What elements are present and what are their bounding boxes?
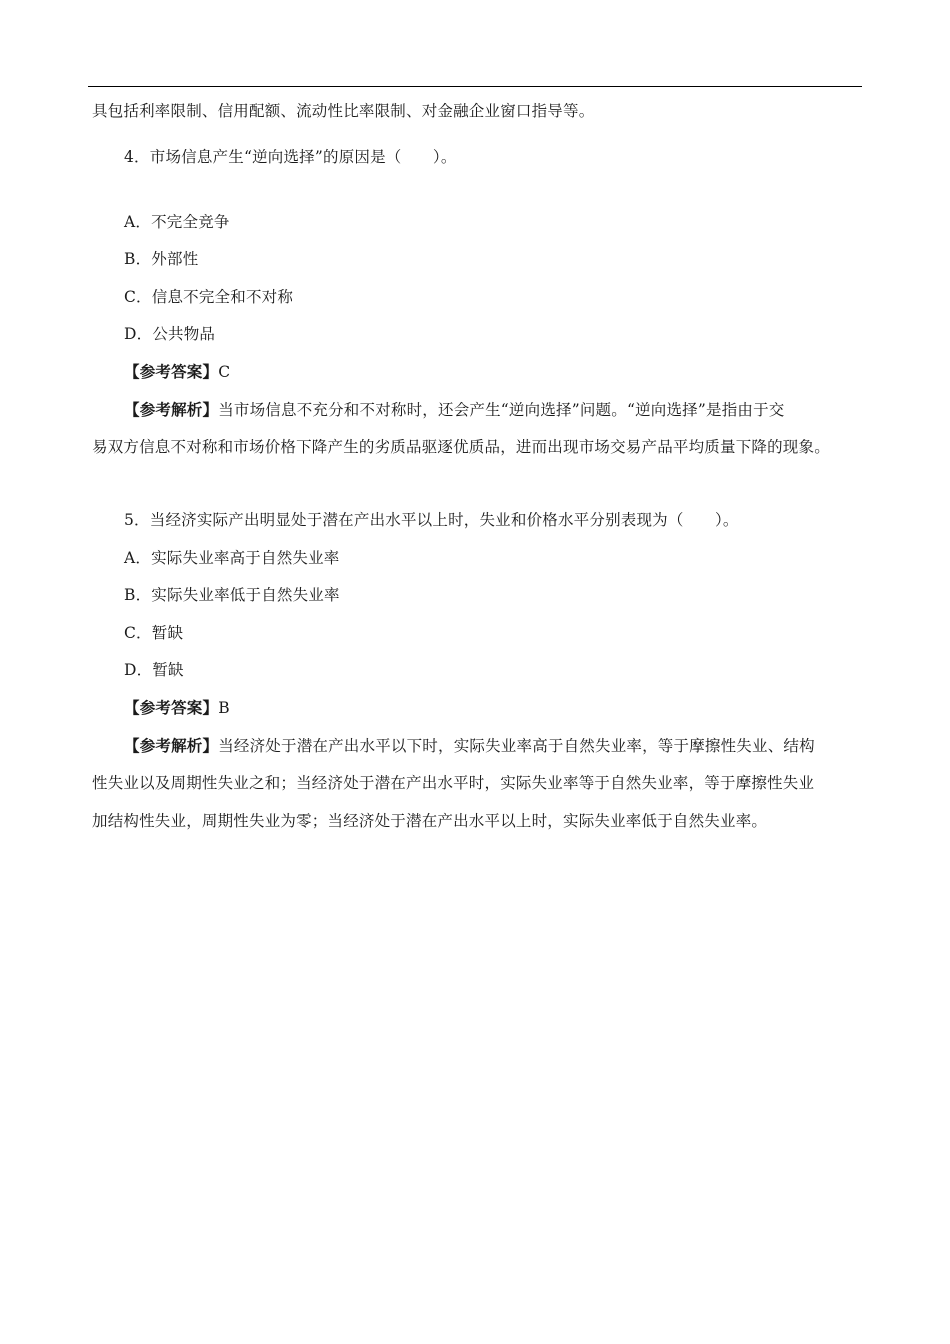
question-5-analysis-line-3: 加结构性失业，周期性失业为零；当经济处于潜在产出水平以上时，实际失业率低于自然失业率。 [92, 812, 768, 830]
question-5-option-d: D．暂缺 [124, 661, 184, 679]
question-5-analysis-line-2: 性失业以及周期性失业之和；当经济处于潜在产出水平时，实际失业率等于自然失业率，等于摩擦性失业 [92, 774, 815, 792]
question-5-option-b: B．实际失业率低于自然失业率 [124, 586, 340, 604]
question-5-stem: 5．当经济实际产出明显处于潜在产出水平以上时，失业和价格水平分别表现为（ ）。 [124, 511, 739, 529]
question-5-option-c: C．暂缺 [124, 624, 184, 642]
question-4-option-c: C．信息不完全和不对称 [124, 288, 294, 306]
question-5-option-a: A．实际失业率高于自然失业率 [124, 549, 340, 567]
question-4-analysis-line-1 [124, 400, 785, 420]
question-4-option-a: A．不完全竞争 [124, 213, 230, 231]
question-5-answer [124, 698, 230, 718]
header-rule [88, 86, 862, 87]
analysis-label: 【参考解析】 [124, 400, 219, 419]
answer-value: B [218, 699, 230, 717]
analysis-label: 【参考解析】 [124, 736, 219, 755]
answer-value: C [218, 363, 231, 381]
question-5-analysis-line-1 [124, 736, 815, 756]
question-4-option-d: D．公共物品 [124, 325, 216, 343]
answer-label: 【参考答案】 [124, 698, 219, 717]
question-4-stem: 4．市场信息产生“逆向选择”的原因是（ ）。 [124, 148, 457, 166]
question-4-analysis-line-2: 易双方信息不对称和市场价格下降产生的劣质品驱逐优质品，进而出现市场交易产品平均质量下降的现象。 [92, 438, 830, 456]
answer-label: 【参考答案】 [124, 362, 219, 381]
analysis-text: 当经济处于潜在产出水平以下时，实际失业率高于自然失业率，等于摩擦性失业、结构 [218, 737, 815, 755]
question-4-option-b: B．外部性 [124, 250, 199, 268]
analysis-text: 当市场信息不充分和不对称时，还会产生“逆向选择”问题。“逆向选择”是指由于交 [218, 401, 785, 419]
continuation-text: 具包括利率限制、信用配额、流动性比率限制、对金融企业窗口指导等。 [92, 102, 595, 120]
question-4-answer [124, 362, 230, 382]
